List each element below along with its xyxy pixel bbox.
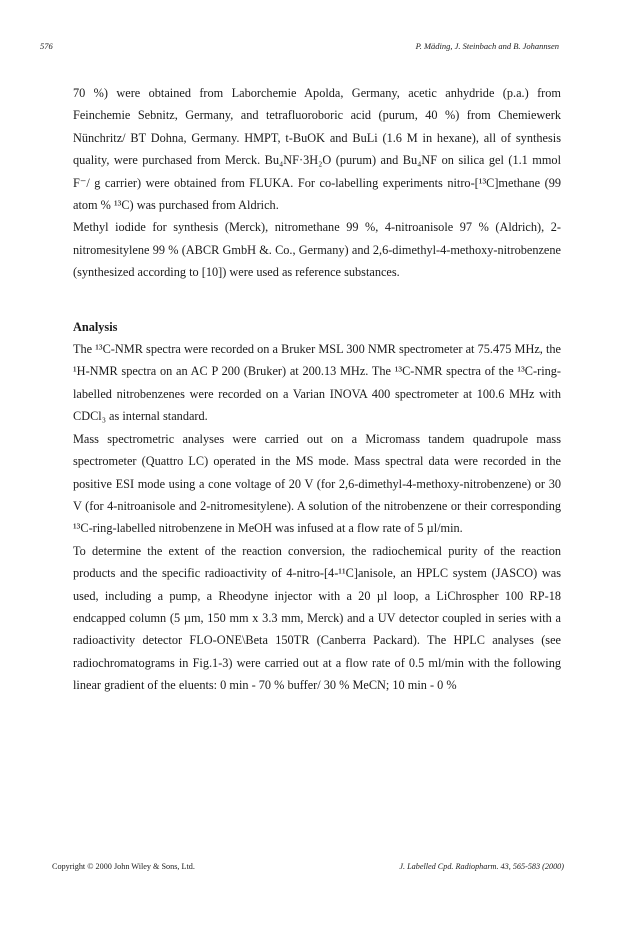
running-head: P. Mäding, J. Steinbach and B. Johannsen: [415, 41, 559, 51]
paragraph-mass-spectrometry: Mass spectrometric analyses were carried out on a Micromass tandem quadrupole mass spectrometer (Quattro LC) operated in the MS mode. Mass spectral data were recorded in the positive ESI mode using a cone voltage of 20 V (for 2,6-dimethyl-4-methoxy-nitrobenzene) or 30 V (for 4-nitroanisole and 2-nitromesitylene). A solution of the nitrobenzene or their corresponding ¹³C-ring-labelled nitrobenzene in MeOH was infused at a flow rate of 5 µl/min.: [73, 431, 561, 536]
page-number: 576: [40, 41, 53, 51]
paragraph-reference-substances: Methyl iodide for synthesis (Merck), nitromethane 99 %, 4-nitroanisole 97 % (Aldrich), 2-nitromesitylene 99 % (ABCR GmbH &. Co., Germany) and 2,6-dimethyl-4-methoxy-nitrobenzene (synthesized according to [10]) were used as reference substances.: [73, 220, 561, 280]
page-footer: [52, 862, 564, 874]
section-heading-analysis: Analysis: [73, 319, 118, 334]
page-header: [40, 41, 559, 55]
body-text: [73, 82, 561, 697]
paragraph-materials-continued: 70 %) were obtained from Laborchemie Apolda, Germany, acetic anhydride (p.a.) from Feinchemie Sebnitz, Germany, and tetrafluoroboric acid (purum, 40 %) from Chemiewerk Nünchritz/ BT Dohna, Germany. HMPT, t-BuOK and BuLi (1.6 M in hexane), all of synthesis quality, were purchased from Merck. Bu₄NF·3H₂O (purum) and Bu₄NF on silica gel (1.1 mmol F⁻/ g carrier) were obtained from FLUKA. For co-labelling experiments nitro-[¹³C]methane (99 atom % ¹³C) was purchased from Aldrich.: [73, 86, 561, 213]
paragraph-nmr: The ¹³C-NMR spectra were recorded on a Bruker MSL 300 NMR spectrometer at 75.475 MHz, the ¹H-NMR spectra on an AC P 200 (Bruker) at 200.13 MHz. The ¹³C-NMR spectra of the ¹³C-ring-labelled nitrobenzenes were recorded on a Varian INOVA 400 spectrometer at 100.6 MHz with CDCl₃ as internal standard.: [73, 342, 561, 424]
paragraph-hplc: To determine the extent of the reaction conversion, the radiochemical purity of the reaction products and the specific radioactivity of 4-nitro-[4-¹¹C]anisole, an HPLC system (JASCO) was used, including a pump, a Rheodyne injector with a 20 µl loop, a LiChrospher 100 RP-18 endcapped column (5 µm, 150 mm x 3.3 mm, Merck) and a UV detector coupled in series with a radioactivity detector FLO-ONE\Beta 150TR (Canberra Packard). The HPLC analyses (see radiochromatograms in Fig.1-3) were carried out at a flow rate of 0.5 ml/min with the following linear gradient of the eluents: 0 min - 70 % buffer/ 30 % MeCN; 10 min - 0 %: [73, 543, 561, 693]
journal-citation: J. Labelled Cpd. Radiopharm. 43, 565-583 (2000): [399, 862, 564, 871]
copyright-notice: Copyright © 2000 John Wiley & Sons, Ltd.: [52, 862, 195, 871]
